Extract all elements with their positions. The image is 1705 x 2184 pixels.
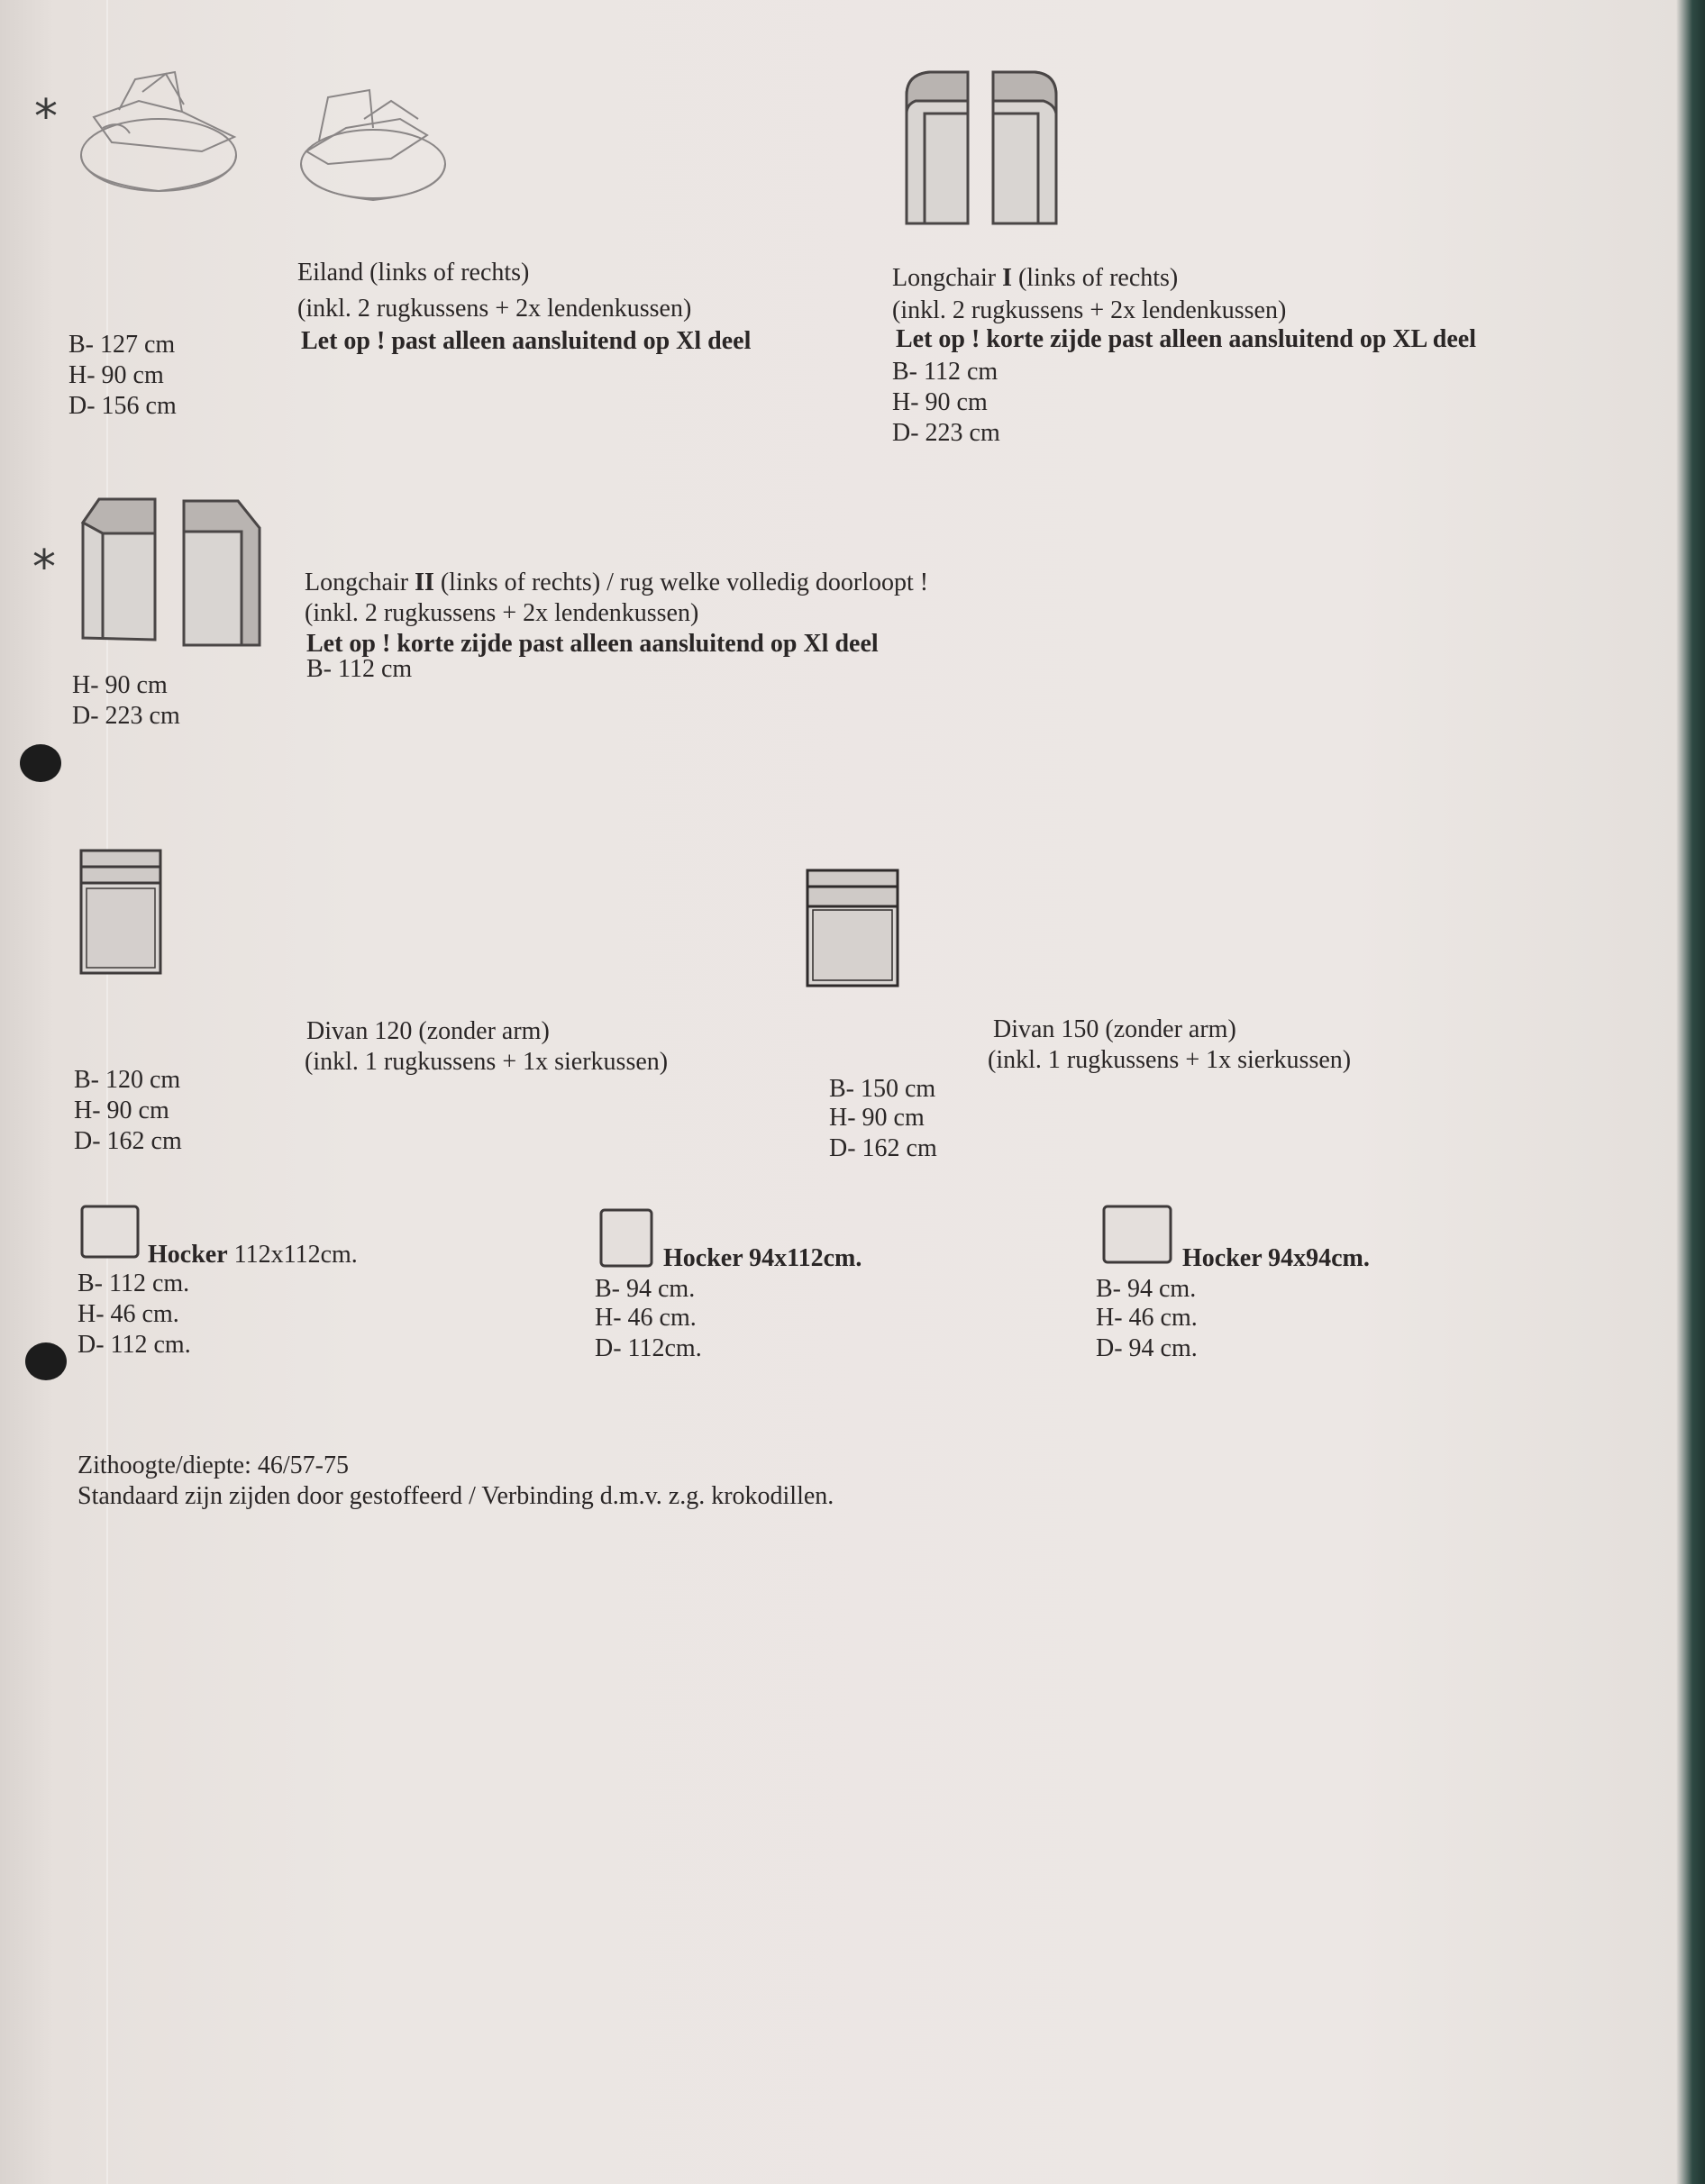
handwritten-star-mark-1: * bbox=[34, 90, 58, 144]
hocker-112x112-height: H- 46 cm. bbox=[78, 1300, 179, 1328]
hocker-94x112-depth: D- 112cm. bbox=[595, 1334, 702, 1362]
longchair-2-height: H- 90 cm bbox=[72, 671, 168, 699]
longchair-1-title-numeral: I bbox=[1002, 264, 1012, 292]
handwritten-star-mark-2: * bbox=[32, 541, 56, 595]
longchair-1-note: Let op ! korte zijde past alleen aansluitend op XL deel bbox=[896, 325, 1477, 353]
hocker-94x112-title: Hocker 94x112cm. bbox=[663, 1244, 862, 1272]
longchair-2-title bbox=[305, 568, 928, 598]
longchair-1-width: B- 112 cm bbox=[892, 358, 998, 386]
longchair-2-width: B- 112 cm bbox=[306, 655, 413, 683]
longchair-2-includes: (inkl. 2 rugkussens + 2x lendenkussen) bbox=[305, 599, 699, 627]
divan-150-title: Divan 150 (zonder arm) bbox=[993, 1015, 1236, 1043]
hocker-94x94-depth: D- 94 cm. bbox=[1096, 1334, 1198, 1362]
footer-standard-note: Standaard zijn zijden door gestoffeerd / Verbinding d.m.v. z.g. krokodillen. bbox=[78, 1482, 834, 1510]
eiland-includes: (inkl. 2 rugkussens + 2x lendenkussen) bbox=[297, 295, 692, 323]
divan-120-sketch bbox=[78, 847, 168, 978]
divan-120-height: H- 90 cm bbox=[74, 1097, 169, 1124]
hocker-94x112-width: B- 94 cm. bbox=[595, 1275, 696, 1303]
divan-150-includes: (inkl. 1 rugkussens + 1x sierkussen) bbox=[988, 1046, 1352, 1074]
hocker-94x94-sketch bbox=[1101, 1204, 1173, 1267]
hocker-112x112-width: B- 112 cm. bbox=[78, 1269, 190, 1297]
eiland-width: B- 127 cm bbox=[68, 331, 176, 359]
eiland-note: Let op ! past alleen aansluitend op Xl deel bbox=[301, 327, 752, 355]
divan-150-sketch bbox=[804, 867, 903, 989]
hocker-112x112-sketch bbox=[79, 1204, 142, 1261]
longchair-2-depth: D- 223 cm bbox=[72, 702, 180, 730]
longchair-1-title bbox=[892, 263, 1178, 294]
divan-120-width: B- 120 cm bbox=[74, 1066, 181, 1094]
divan-150-depth: D- 162 cm bbox=[829, 1134, 937, 1162]
divan-120-title: Divan 120 (zonder arm) bbox=[306, 1017, 550, 1045]
divan-150-height: H- 90 cm bbox=[829, 1104, 925, 1132]
hocker-112x112-title bbox=[148, 1240, 358, 1270]
hocker-94x112-height: H- 46 cm. bbox=[595, 1304, 697, 1332]
divan-120-depth: D- 162 cm bbox=[74, 1127, 182, 1155]
longchair-2-title-suffix: (links of rechts) / rug welke volledig doorloopt ! bbox=[433, 569, 929, 596]
longchair-1-height: H- 90 cm bbox=[892, 388, 988, 416]
hocker-112x112-depth: D- 112 cm. bbox=[78, 1331, 191, 1359]
punch-hole-dot bbox=[20, 744, 61, 782]
hocker-112x112-title-bold: Hocker bbox=[148, 1241, 228, 1269]
longchair-1-depth: D- 223 cm bbox=[892, 419, 1000, 447]
footer-seat-height: Zithoogte/diepte: 46/57-75 bbox=[78, 1451, 349, 1479]
longchair-1-title-suffix: (links of rechts) bbox=[1011, 264, 1179, 292]
eiland-title: Eiland (links of rechts) bbox=[297, 259, 530, 287]
hocker-112x112-title-size: 112x112cm. bbox=[227, 1241, 358, 1269]
longchair-1-includes: (inkl. 2 rugkussens + 2x lendenkussen) bbox=[892, 296, 1287, 324]
hocker-94x94-title: Hocker 94x94cm. bbox=[1182, 1244, 1370, 1272]
hocker-94x94-width: B- 94 cm. bbox=[1096, 1275, 1197, 1303]
longchair-2-sketch bbox=[79, 496, 269, 649]
longchair-1-sketch bbox=[903, 68, 1065, 227]
eiland-height: H- 90 cm bbox=[68, 361, 164, 389]
hocker-94x112-sketch bbox=[598, 1207, 656, 1270]
eiland-sketch bbox=[76, 65, 436, 227]
longchair-2-title-numeral: II bbox=[415, 569, 434, 596]
divan-120-includes: (inkl. 1 rugkussens + 1x sierkussen) bbox=[305, 1048, 669, 1076]
longchair-1-title-text: Longchair bbox=[892, 264, 1003, 292]
punch-hole-dot bbox=[25, 1342, 67, 1380]
divan-150-width: B- 150 cm bbox=[829, 1075, 936, 1103]
eiland-depth: D- 156 cm bbox=[68, 392, 177, 420]
longchair-2-note: Let op ! korte zijde past alleen aansluitend op Xl deel bbox=[306, 630, 879, 658]
hocker-94x94-height: H- 46 cm. bbox=[1096, 1304, 1198, 1332]
longchair-2-title-text: Longchair bbox=[305, 569, 415, 596]
